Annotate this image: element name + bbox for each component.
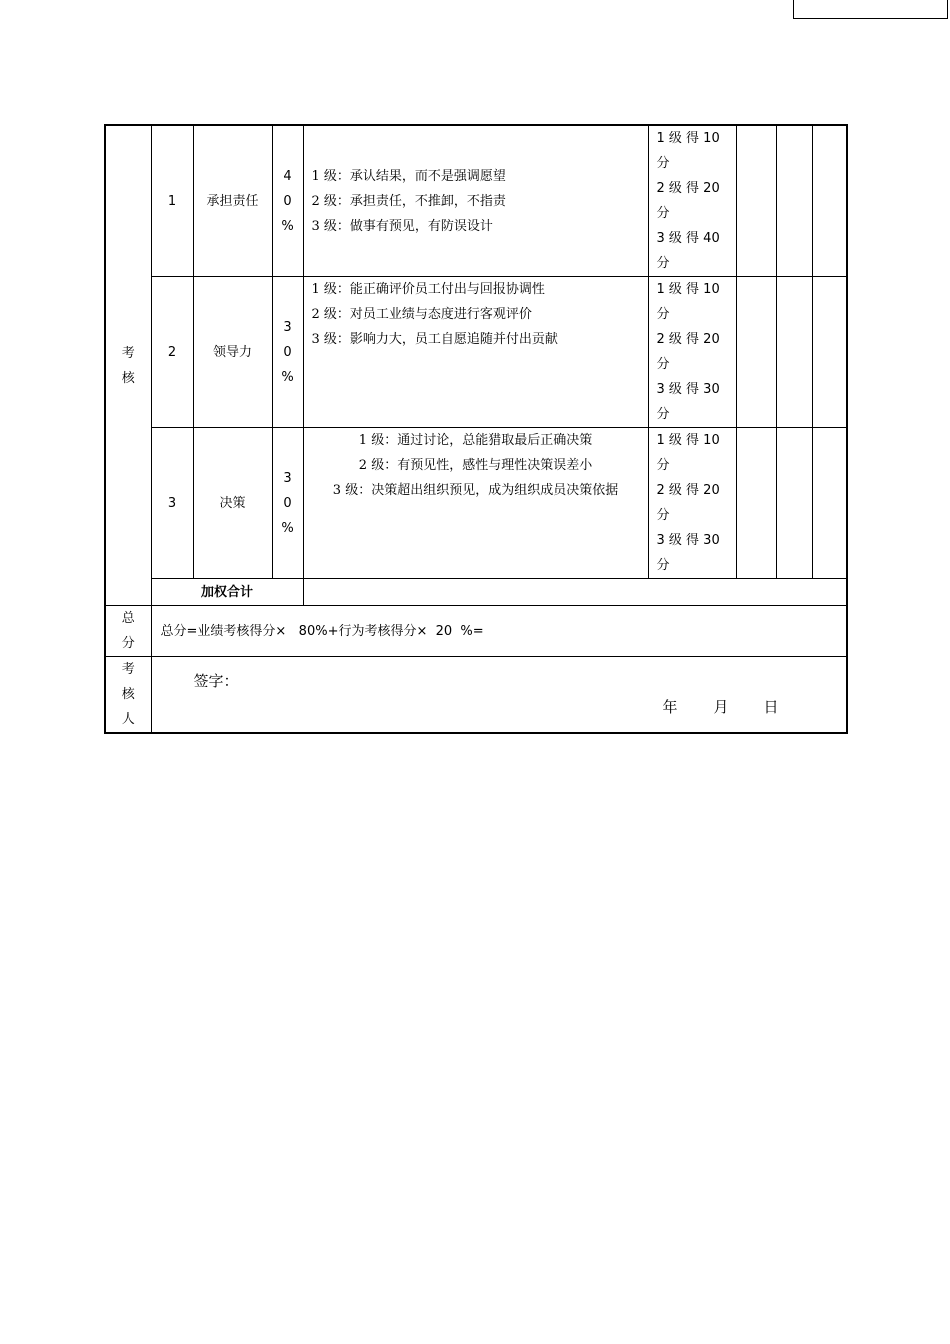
criteria-line: 2 级：承担责任，不推卸，不指责 [311,193,506,209]
blank-cell [812,428,847,579]
item-number: 1 [151,125,193,277]
criteria-line: 2 级：有预见性，感性与理性决策误差小 [358,458,593,473]
signature-label: 签字： [193,672,239,690]
total-formula: 总分=业绩考核得分× 80%+行为考核得分× 20 %= [151,606,847,657]
blank-cell [776,428,812,579]
total-label: 总 分 [105,606,151,657]
criteria-line: 3 级：影响力大，员工自愿追随并付出贡献 [311,332,558,347]
signature-cell [151,657,847,734]
item-criteria [303,428,648,579]
blank-cell [736,125,776,277]
table-row [105,657,847,734]
weighted-total-value [303,579,847,606]
blank-cell [736,428,776,579]
blank-cell [776,277,812,428]
section-label [105,125,151,606]
date-day: 日 [763,698,779,716]
table-row [105,579,847,606]
table-row [105,125,847,277]
reviewer-label: 考 核 人 [105,657,151,734]
section-label-char-2: 核 [121,370,135,386]
item-name: 领导力 [193,277,272,428]
item-scores: 1 级 得 10 分 2 级 得 20 分 3 级 得 30 分 [648,277,736,428]
item-weight: 3 0 % [272,277,303,428]
item-scores: 1 级 得 10 分 2 级 得 20 分 3 级 得 40 分 [648,125,736,277]
item-weight: 3 0 % [272,428,303,579]
criteria-line: 2 级：对员工业绩与态度进行客观评价 [311,307,532,322]
table-row [105,606,847,657]
criteria-line: 1 级：承认结果，而不是强调愿望 [311,168,506,184]
item-criteria [303,125,648,277]
weighted-total-label: 加权合计 [151,579,303,606]
criteria-line: 3 级：做事有预见，有防误设计 [311,218,493,234]
blank-cell [736,277,776,428]
date-month: 月 [713,698,729,716]
item-name: 承担责任 [193,125,272,277]
date-year: 年 [662,698,678,716]
item-scores: 1 级 得 10 分 2 级 得 20 分 3 级 得 30 分 [648,428,736,579]
section-label-char-1: 考 [121,345,135,361]
corner-box [793,0,948,19]
item-weight: 4 0 % [272,125,303,277]
table-row [105,428,847,579]
criteria-line: 1 级：能正确评价员工付出与回报协调性 [311,282,545,297]
blank-cell [776,125,812,277]
item-number: 2 [151,277,193,428]
criteria-line: 3 级：决策超出组织预见，成为组织成员决策依据 [332,483,619,498]
item-number: 3 [151,428,193,579]
criteria-line: 1 级：通过讨论，总能猎取最后正确决策 [358,433,593,448]
blank-cell [812,277,847,428]
item-name: 决策 [193,428,272,579]
evaluation-table [104,124,848,734]
item-criteria [303,277,648,428]
table-row [105,277,847,428]
blank-cell [812,125,847,277]
